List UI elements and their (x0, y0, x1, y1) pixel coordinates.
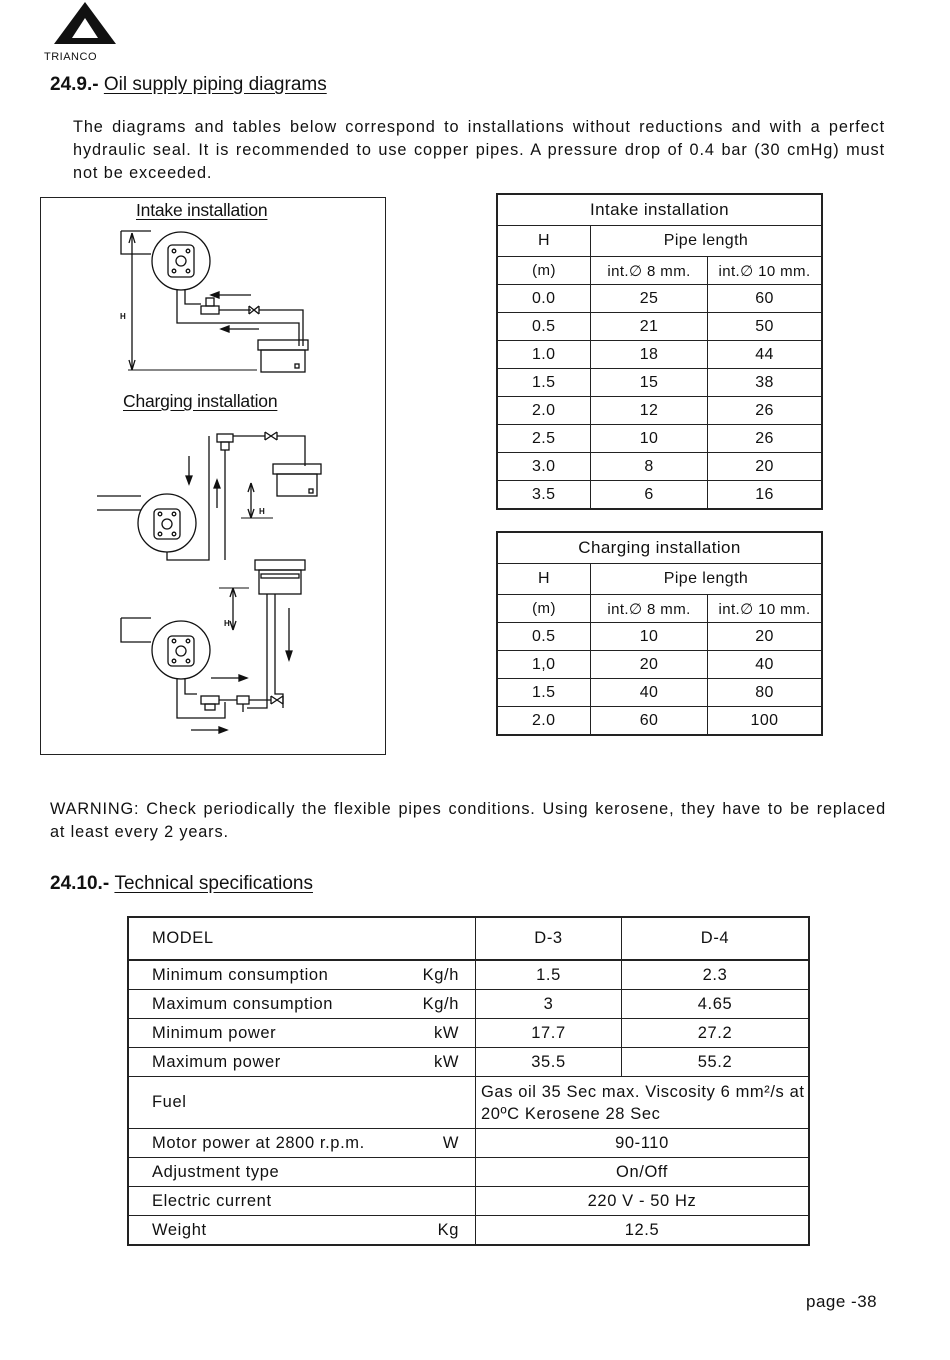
spec-unit (386, 1077, 476, 1129)
spec-row (128, 1187, 809, 1216)
table-row (497, 481, 822, 510)
spec-d4-value: 55.2 (622, 1048, 810, 1077)
spec-label: Maximum power (128, 1048, 386, 1077)
cell: 16 (708, 481, 823, 510)
spec-unit: Kg/h (386, 960, 476, 990)
page-number: page -38 (806, 1292, 878, 1311)
spec-row (128, 1048, 809, 1077)
table-row (497, 285, 822, 313)
piping-diagrams-box (40, 197, 386, 755)
cell: 1,0 (497, 651, 591, 679)
spec-label: Adjustment type (128, 1158, 386, 1187)
spec-header-row (128, 917, 809, 960)
cell: 25 (591, 285, 708, 313)
section-number: 24.10.- (50, 873, 110, 894)
col-pipe-length: Pipe length (591, 226, 823, 257)
table-row (497, 623, 822, 651)
sub-header-8mm: int.∅ 8 mm. (591, 257, 708, 285)
cell: 1.5 (497, 369, 591, 397)
spec-row (128, 990, 809, 1019)
spec-value: On/Off (476, 1158, 810, 1187)
cell: 1.0 (497, 341, 591, 369)
table-row (497, 369, 822, 397)
spec-row (128, 960, 809, 990)
cell: 15 (591, 369, 708, 397)
spec-row (128, 1129, 809, 1158)
cell: 2.0 (497, 707, 591, 736)
spec-value: 12.5 (476, 1216, 810, 1246)
sub-header-10mm: int.∅ 10 mm. (708, 257, 823, 285)
spec-unit (386, 1187, 476, 1216)
fuel-line-1: Gas oil 35 Sec max. Viscosity 6 mm²/s at (481, 1082, 805, 1101)
cell: 80 (708, 679, 823, 707)
table-row (497, 425, 822, 453)
model-label: MODEL (128, 917, 386, 960)
spec-label: Minimum power (128, 1019, 386, 1048)
cell: 20 (708, 453, 823, 481)
model-d4: D-4 (622, 917, 810, 960)
sub-header-8mm: int.∅ 8 mm. (591, 595, 708, 623)
table-row (497, 453, 822, 481)
spec-label: Weight (128, 1216, 386, 1246)
table-title: Charging installation (497, 532, 822, 564)
charging-table (496, 531, 823, 736)
section-title-piping (50, 74, 327, 96)
spec-label: Maximum consumption (128, 990, 386, 1019)
piping-schematic (41, 198, 385, 754)
cell: 20 (708, 623, 823, 651)
h-label-charging-1: H (259, 507, 265, 516)
cell: 50 (708, 313, 823, 341)
spec-unit (386, 1158, 476, 1187)
cell: 0.0 (497, 285, 591, 313)
spec-d3-value: 1.5 (476, 960, 622, 990)
spec-d4-value: 27.2 (622, 1019, 810, 1048)
cell: 44 (708, 341, 823, 369)
cell: 18 (591, 341, 708, 369)
charging-diagram-1 (97, 432, 321, 560)
spec-row (128, 1019, 809, 1048)
table-row (497, 341, 822, 369)
spec-label: Motor power at 2800 r.p.m. (128, 1129, 386, 1158)
spec-unit: W (386, 1129, 476, 1158)
spec-row (128, 1158, 809, 1187)
cell: 60 (708, 285, 823, 313)
intake-diagram (121, 231, 308, 372)
col-pipe-length: Pipe length (591, 564, 823, 595)
spec-d4-value: 4.65 (622, 990, 810, 1019)
cell: 26 (708, 397, 823, 425)
spec-value: 90-110 (476, 1129, 810, 1158)
cell: 6 (591, 481, 708, 510)
brand-name: TRIANCO (44, 51, 97, 63)
spec-label: Fuel (128, 1077, 386, 1129)
spec-value: 220 V - 50 Hz (476, 1187, 810, 1216)
table-row (497, 397, 822, 425)
cell: 0.5 (497, 313, 591, 341)
spec-d4-value: 2.3 (622, 960, 810, 990)
cell: 2.5 (497, 425, 591, 453)
spec-unit: kW (386, 1048, 476, 1077)
spec-d3-value: 17.7 (476, 1019, 622, 1048)
h-label-charging-2: H (224, 619, 230, 628)
cell: 21 (591, 313, 708, 341)
section-number: 24.9.- (50, 74, 99, 95)
model-d3: D-3 (476, 917, 622, 960)
cell: 0.5 (497, 623, 591, 651)
spec-unit: Kg (386, 1216, 476, 1246)
fuel-line-2: 20ºC Kerosene 28 Sec (481, 1104, 661, 1123)
spec-row (128, 1216, 809, 1246)
table-title: Intake installation (497, 194, 822, 226)
table-row (497, 313, 822, 341)
col-h: H (497, 564, 591, 595)
spec-d3-value: 35.5 (476, 1048, 622, 1077)
h-label-intake: H (120, 312, 126, 321)
spec-label: Electric current (128, 1187, 386, 1216)
col-h: H (497, 226, 591, 257)
charging-diagram-2 (121, 560, 305, 733)
cell: 3.0 (497, 453, 591, 481)
sub-header-10mm: int.∅ 10 mm. (708, 595, 823, 623)
spec-unit: kW (386, 1019, 476, 1048)
cell: 60 (591, 707, 708, 736)
cell: 8 (591, 453, 708, 481)
cell: 26 (708, 425, 823, 453)
cell: 1.5 (497, 679, 591, 707)
section-heading: Technical specifications (114, 873, 313, 894)
warning-paragraph: WARNING: Check periodically the flexible pipes conditions. Using kerosene, they have to be replaced at least every 2 years. (50, 800, 886, 841)
unit-cell: (m) (497, 595, 591, 623)
cell: 20 (591, 651, 708, 679)
table-row (497, 707, 822, 736)
cell: 10 (591, 425, 708, 453)
spec-label: Minimum consumption (128, 960, 386, 990)
cell: 10 (591, 623, 708, 651)
cell: 3.5 (497, 481, 591, 510)
technical-specs-table (127, 916, 810, 1246)
table-row (497, 679, 822, 707)
intro-paragraph: The diagrams and tables below correspond to installations without reductions and with a perfect hydraulic seal. It is recommended to use copper pipes. A pressure drop of 0.4 bar (30 cmHg) must not be exceeded. (73, 118, 885, 182)
cell: 12 (591, 397, 708, 425)
cell: 100 (708, 707, 823, 736)
intake-diagram-title: Intake installation (136, 200, 268, 220)
spec-d3-value: 3 (476, 990, 622, 1019)
fuel-value (476, 1077, 810, 1129)
cell: 40 (591, 679, 708, 707)
spec-unit: Kg/h (386, 990, 476, 1019)
intake-table (496, 193, 823, 510)
spec-row-fuel (128, 1077, 809, 1129)
charging-diagram-title: Charging installation (123, 391, 278, 411)
section-heading: Oil supply piping diagrams (103, 74, 327, 95)
cell: 40 (708, 651, 823, 679)
cell: 2.0 (497, 397, 591, 425)
section-title-specs (50, 873, 313, 895)
unit-cell (386, 917, 476, 960)
cell: 38 (708, 369, 823, 397)
unit-cell: (m) (497, 257, 591, 285)
table-row (497, 651, 822, 679)
